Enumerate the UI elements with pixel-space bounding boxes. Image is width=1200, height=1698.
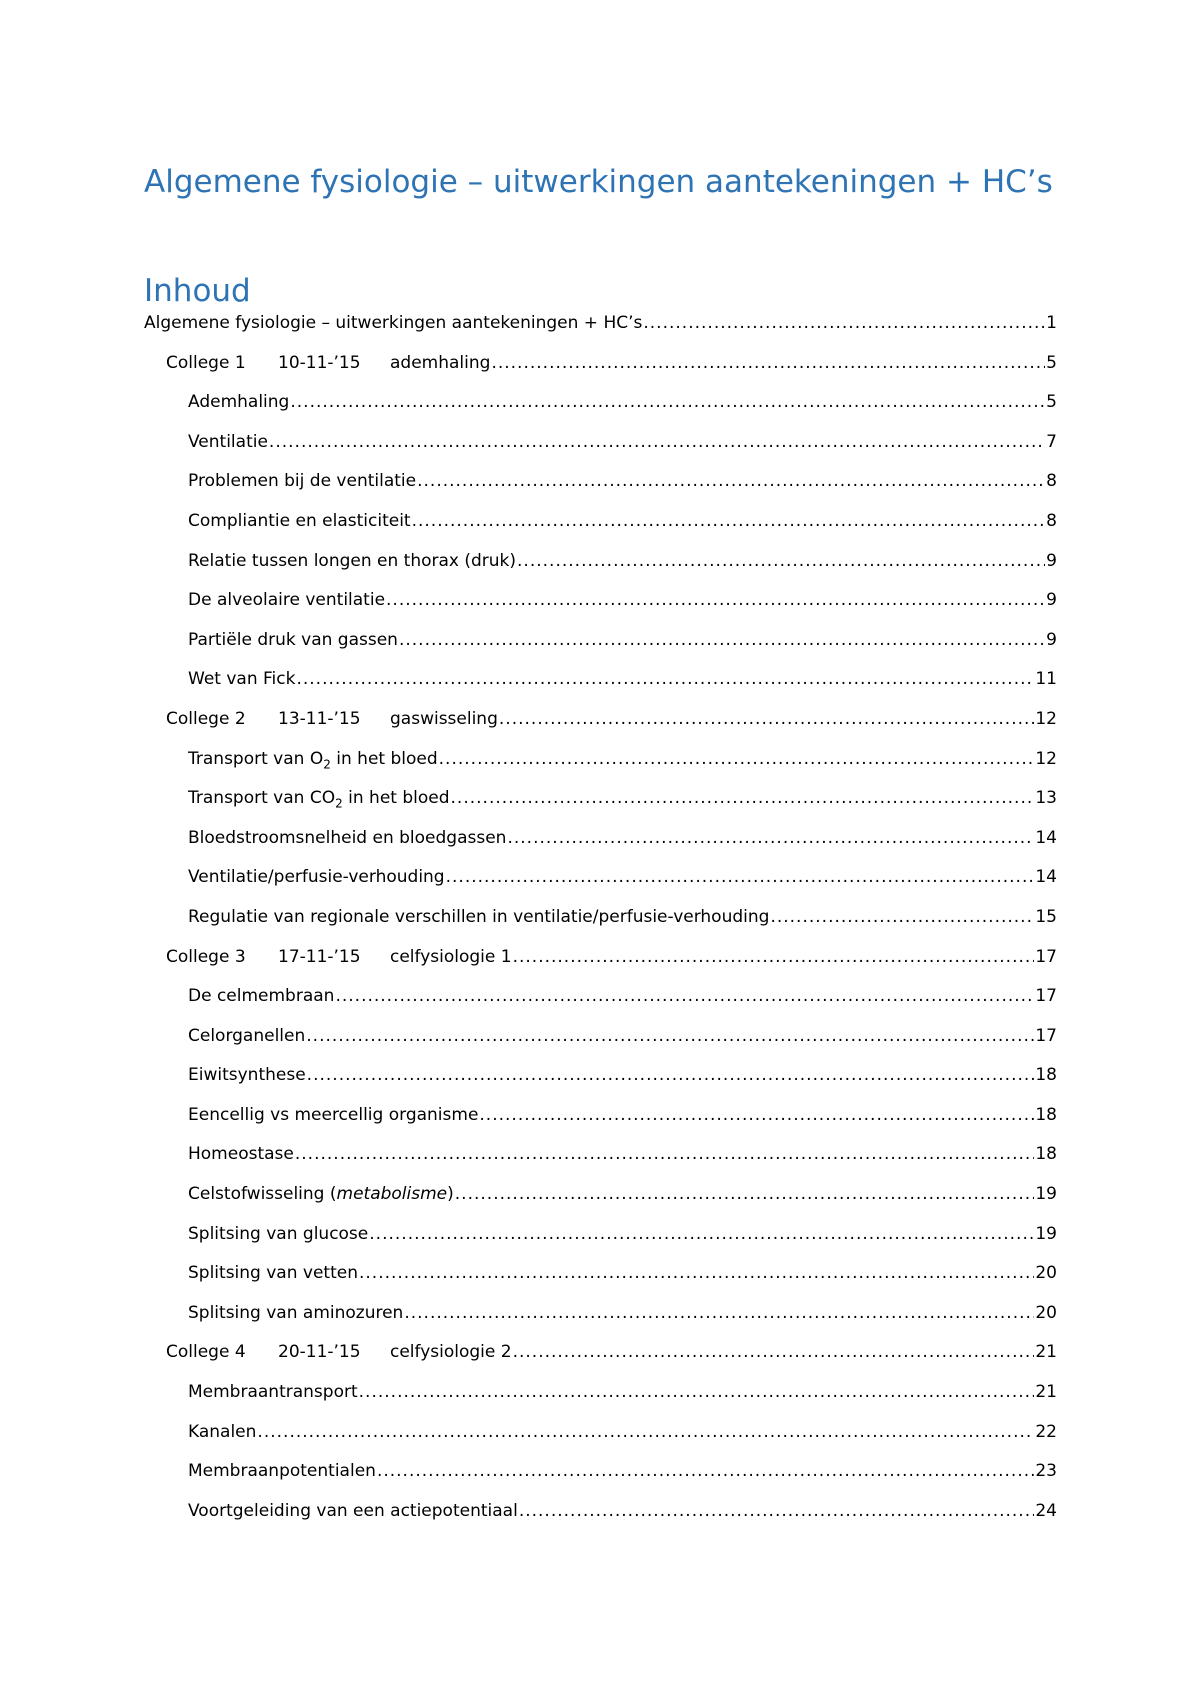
toc-dot-leader bbox=[479, 1105, 1034, 1125]
toc-entry-label: Bloedstroomsnelheid en bloedgassen bbox=[188, 827, 507, 848]
toc-entry[interactable] bbox=[144, 1303, 1057, 1343]
toc-entry-label: Algemene fysiologie – uitwerkingen aantekeningen + HC’s bbox=[144, 313, 643, 333]
college-topic: celfysiologie 1 bbox=[390, 946, 512, 967]
toc-entry[interactable] bbox=[144, 1065, 1057, 1105]
college-topic: gaswisseling bbox=[390, 708, 498, 729]
toc-entry-label: Relatie tussen longen en thorax (druk) bbox=[188, 550, 517, 571]
toc-entry[interactable] bbox=[144, 907, 1057, 947]
toc-entry-label bbox=[188, 749, 438, 769]
toc-page-number: 11 bbox=[1035, 669, 1057, 690]
toc-page-number: 23 bbox=[1035, 1461, 1057, 1482]
toc-dot-leader bbox=[257, 1422, 1034, 1442]
toc-page-number: 12 bbox=[1035, 708, 1057, 729]
toc-entry-label: Partiële druk van gassen bbox=[188, 629, 398, 650]
toc-dot-leader bbox=[446, 867, 1035, 887]
label-text: in het bloed bbox=[330, 748, 438, 769]
toc-entry[interactable] bbox=[144, 1184, 1057, 1224]
toc-page-number: 18 bbox=[1035, 1144, 1057, 1165]
toc-entry[interactable] bbox=[144, 828, 1057, 868]
toc-page-number: 9 bbox=[1046, 590, 1057, 611]
toc-entry-label: Membraanpotentialen bbox=[188, 1461, 376, 1482]
toc-entry[interactable] bbox=[144, 867, 1057, 907]
toc-heading: Inhoud bbox=[144, 273, 251, 309]
toc-dot-leader bbox=[513, 1342, 1035, 1362]
toc-entry-label: Homeostase bbox=[188, 1144, 294, 1165]
toc-dot-leader bbox=[513, 947, 1035, 967]
toc-entry-label: Splitsing van aminozuren bbox=[188, 1302, 404, 1323]
college-number: College 3 bbox=[166, 946, 246, 967]
toc-page-number: 19 bbox=[1035, 1184, 1057, 1205]
toc-entry[interactable] bbox=[144, 630, 1057, 670]
toc-dot-leader bbox=[770, 907, 1034, 927]
toc-entry[interactable] bbox=[144, 1144, 1057, 1184]
toc-dot-leader bbox=[359, 1263, 1034, 1283]
toc-entry-label: Problemen bij de ventilatie bbox=[188, 471, 417, 492]
table-of-contents bbox=[144, 313, 1057, 1540]
toc-dot-leader bbox=[307, 1065, 1035, 1085]
toc-page-number: 9 bbox=[1046, 550, 1057, 571]
toc-dot-leader bbox=[499, 709, 1034, 729]
toc-entry-label: De alveolaire ventilatie bbox=[188, 590, 386, 611]
toc-entry-college[interactable] bbox=[144, 353, 1057, 393]
toc-dot-leader bbox=[455, 1184, 1035, 1204]
toc-entry-label: Splitsing van glucose bbox=[188, 1223, 369, 1244]
toc-entry-label: De celmembraan bbox=[188, 986, 335, 1007]
toc-entry-label bbox=[166, 947, 512, 967]
toc-entry-label: Regulatie van regionale verschillen in ventilatie/perfusie-verhouding bbox=[188, 906, 770, 927]
toc-dot-leader bbox=[369, 1224, 1034, 1244]
toc-page-number: 14 bbox=[1035, 867, 1057, 888]
label-text: ) bbox=[447, 1184, 454, 1205]
label-text: Transport van CO bbox=[188, 788, 336, 809]
toc-page-number: 8 bbox=[1046, 471, 1057, 492]
toc-entry-label: Eencellig vs meercellig organisme bbox=[188, 1104, 479, 1125]
toc-entry-label bbox=[166, 709, 498, 729]
toc-page-number: 18 bbox=[1035, 1065, 1057, 1086]
toc-entry[interactable] bbox=[144, 590, 1057, 630]
toc-entry[interactable] bbox=[144, 511, 1057, 551]
toc-page-number: 7 bbox=[1046, 431, 1057, 452]
toc-entry-label: Voortgeleiding van een actiepotentiaal bbox=[188, 1500, 518, 1521]
college-date: 20-11-’15 bbox=[278, 1342, 361, 1363]
toc-dot-leader bbox=[507, 828, 1034, 848]
toc-entry[interactable] bbox=[144, 471, 1057, 511]
toc-dot-leader bbox=[417, 471, 1045, 491]
toc-entry-label bbox=[166, 353, 490, 373]
toc-dot-leader bbox=[412, 511, 1046, 531]
toc-dot-leader bbox=[517, 551, 1045, 571]
toc-page-number: 22 bbox=[1035, 1421, 1057, 1442]
college-date: 13-11-’15 bbox=[278, 708, 361, 729]
toc-dot-leader bbox=[290, 392, 1045, 412]
label-italic-text: metabolisme bbox=[336, 1184, 448, 1205]
toc-dot-leader bbox=[643, 313, 1045, 333]
toc-entry-college[interactable] bbox=[144, 709, 1057, 749]
toc-entry-label: Splitsing van vetten bbox=[188, 1263, 358, 1284]
label-text: Transport van O bbox=[188, 748, 324, 769]
toc-page-number: 21 bbox=[1035, 1342, 1057, 1363]
toc-entry[interactable] bbox=[144, 1263, 1057, 1303]
toc-entry[interactable] bbox=[144, 788, 1057, 828]
college-topic: ademhaling bbox=[390, 352, 491, 373]
toc-entry[interactable] bbox=[144, 1382, 1057, 1422]
toc-dot-leader bbox=[335, 986, 1034, 1006]
toc-entry[interactable] bbox=[144, 392, 1057, 432]
toc-entry[interactable] bbox=[144, 1501, 1057, 1541]
toc-entry-label: Compliantie en elasticiteit bbox=[188, 510, 411, 531]
toc-dot-leader bbox=[269, 432, 1045, 452]
toc-page-number: 17 bbox=[1035, 1025, 1057, 1046]
toc-entry[interactable] bbox=[144, 749, 1057, 789]
toc-entry-label: Ventilatie/perfusie-verhouding bbox=[188, 867, 445, 888]
toc-entry-label bbox=[166, 1342, 512, 1362]
toc-dot-leader bbox=[404, 1303, 1034, 1323]
toc-entry-label: Eiwitsynthese bbox=[188, 1065, 306, 1086]
toc-dot-leader bbox=[295, 1144, 1034, 1164]
toc-entry[interactable] bbox=[144, 1026, 1057, 1066]
toc-page-number: 17 bbox=[1035, 946, 1057, 967]
label-text: in het bloed bbox=[342, 788, 450, 809]
toc-page-number: 14 bbox=[1035, 827, 1057, 848]
toc-page-number: 19 bbox=[1035, 1223, 1057, 1244]
college-date: 10-11-’15 bbox=[278, 352, 361, 373]
toc-page-number: 12 bbox=[1035, 748, 1057, 769]
toc-entry-label bbox=[188, 788, 450, 811]
toc-dot-leader bbox=[451, 788, 1035, 808]
toc-dot-leader bbox=[491, 353, 1045, 373]
toc-entry-college[interactable] bbox=[144, 1342, 1057, 1382]
toc-dot-leader bbox=[296, 669, 1034, 689]
toc-entry[interactable] bbox=[144, 313, 1057, 353]
toc-page-number: 24 bbox=[1035, 1500, 1057, 1521]
toc-dot-leader bbox=[399, 630, 1045, 650]
toc-entry-label bbox=[188, 1184, 454, 1204]
toc-entry-label: Wet van Fick bbox=[188, 669, 296, 690]
toc-dot-leader bbox=[519, 1501, 1035, 1521]
college-number: College 2 bbox=[166, 708, 246, 729]
college-topic: celfysiologie 2 bbox=[390, 1342, 512, 1363]
toc-page-number: 21 bbox=[1035, 1382, 1057, 1403]
toc-page-number: 8 bbox=[1046, 510, 1057, 531]
toc-page-number: 15 bbox=[1035, 906, 1057, 927]
toc-entry[interactable] bbox=[144, 986, 1057, 1026]
toc-dot-leader bbox=[377, 1461, 1034, 1481]
toc-entry[interactable] bbox=[144, 432, 1057, 472]
toc-entry-college[interactable] bbox=[144, 947, 1057, 987]
college-date: 17-11-’15 bbox=[278, 946, 361, 967]
toc-dot-leader bbox=[306, 1026, 1034, 1046]
toc-dot-leader bbox=[439, 749, 1035, 769]
toc-entry[interactable] bbox=[144, 1224, 1057, 1264]
label-text: Celstofwisseling ( bbox=[188, 1184, 337, 1205]
document-title: Algemene fysiologie – uitwerkingen aantekeningen + HC’s bbox=[144, 164, 1053, 200]
toc-entry-label: Kanalen bbox=[188, 1421, 257, 1442]
toc-entry[interactable] bbox=[144, 1461, 1057, 1501]
college-number: College 4 bbox=[166, 1342, 246, 1363]
college-number: College 1 bbox=[166, 352, 246, 373]
toc-dot-leader bbox=[386, 590, 1045, 610]
toc-page-number: 1 bbox=[1046, 313, 1057, 333]
toc-page-number: 5 bbox=[1046, 352, 1057, 373]
toc-entry-label: Celorganellen bbox=[188, 1025, 306, 1046]
toc-page-number: 20 bbox=[1035, 1263, 1057, 1284]
toc-entry-label: Ademhaling bbox=[188, 392, 290, 413]
toc-page-number: 18 bbox=[1035, 1104, 1057, 1125]
toc-entry[interactable] bbox=[144, 669, 1057, 709]
subscript: 2 bbox=[335, 796, 343, 811]
toc-entry[interactable] bbox=[144, 1105, 1057, 1145]
toc-entry[interactable] bbox=[144, 1422, 1057, 1462]
subscript: 2 bbox=[323, 756, 331, 771]
toc-page-number: 13 bbox=[1035, 788, 1057, 809]
toc-page-number: 9 bbox=[1046, 629, 1057, 650]
toc-entry-label: Membraantransport bbox=[188, 1382, 358, 1403]
toc-page-number: 20 bbox=[1035, 1302, 1057, 1323]
toc-page-number: 5 bbox=[1046, 392, 1057, 413]
toc-page-number: 17 bbox=[1035, 986, 1057, 1007]
toc-entry[interactable] bbox=[144, 551, 1057, 591]
toc-entry-label: Ventilatie bbox=[188, 431, 268, 452]
toc-dot-leader bbox=[359, 1382, 1035, 1402]
